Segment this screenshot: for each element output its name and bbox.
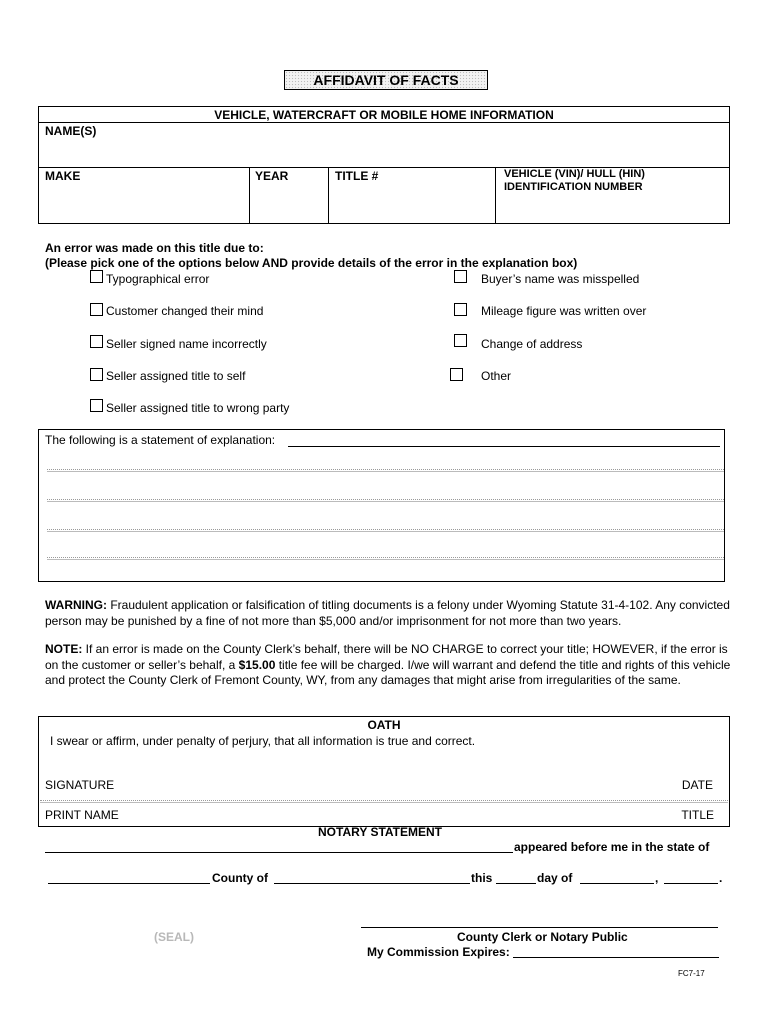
month-line[interactable] [580,883,654,884]
county-of-label: County of [212,871,268,885]
print-name-label: PRINT NAME [45,808,119,822]
option-label: Typographical error [106,272,210,286]
divider [328,167,329,224]
divider [39,122,729,123]
explanation-label: The following is a statement of explanation: [45,433,276,447]
note-text: If an error is made on the County Clerk’s behalf, there will be NO CHARGE to correct your title; HOWEVER, if the error is on the customer or seller’s behalf, a [45,642,728,672]
error-instructions: (Please pick one of the options below AND provide details of the error in the explanation box) [45,256,578,270]
buyer-name-misspelled-checkbox[interactable] [454,270,467,283]
warning-text: Fraudulent application or falsification of titling documents is a felony under Wyoming Statute 31-4-102. Any convicted person may be punished by a fine of not more than $5,000 and/or imprisonment for not more than two years. [45,598,730,628]
clerk-label: County Clerk or Notary Public [457,930,628,944]
make-label: MAKE [45,169,81,183]
vin-label-line2: IDENTIFICATION NUMBER [504,181,643,193]
divider [495,167,496,224]
commission-label: My Commission Expires: [367,945,510,959]
vehicle-info-table [38,106,730,224]
seal-placeholder: (SEAL) [154,930,194,944]
option-label: Seller signed name incorrectly [106,337,267,351]
customer-changed-mind-checkbox[interactable] [90,303,103,316]
oath-text: I swear or affirm, under penalty of perjury, that all information is true and correct. [50,734,476,748]
appeared-text: appeared before me in the state of [514,840,710,854]
title-label: TITLE [681,808,714,822]
appeared-name-line[interactable] [45,852,513,853]
warning-label: WARNING: [45,598,107,612]
seller-assigned-wrong-party-checkbox[interactable] [90,399,103,412]
note-paragraph [45,642,735,689]
explanation-line[interactable] [47,557,724,560]
warning-paragraph [45,598,735,629]
comma: , [655,871,659,885]
note-label: NOTE: [45,642,83,656]
note-text-continued: title fee will be charged. I/we will warrant and defend the title and rights of this vehicle and protect the County Clerk of Fremont County, WY, from any damages that might arise from irregularities of the same. [45,657,731,687]
typographical-error-checkbox[interactable] [90,270,103,283]
mileage-written-over-checkbox[interactable] [454,303,467,316]
change-of-address-checkbox[interactable] [454,334,467,347]
date-label: DATE [681,778,713,792]
year-line[interactable] [664,883,718,884]
day-line[interactable] [496,883,536,884]
fee-amount: $15.00 [238,657,276,672]
explanation-line[interactable] [47,529,724,532]
option-label: Buyer’s name was misspelled [481,272,640,286]
vehicle-section-heading: VEHICLE, WATERCRAFT OR MOBILE HOME INFORMATION [214,108,554,122]
signature-label: SIGNATURE [45,778,115,792]
seller-signed-incorrectly-checkbox[interactable] [90,335,103,348]
explanation-line[interactable] [288,446,720,447]
seller-assigned-to-self-checkbox[interactable] [90,368,103,381]
state-line[interactable] [48,883,210,884]
clerk-signature-line[interactable] [361,927,718,928]
oath-heading: OATH [367,718,401,732]
vin-label-line1: VEHICLE (VIN)/ HULL (HIN) [504,168,645,180]
year-label: YEAR [255,169,289,183]
option-label: Customer changed their mind [106,304,264,318]
period: . [719,871,723,885]
county-line[interactable] [274,883,470,884]
commission-line[interactable] [513,957,719,958]
names-label: NAME(S) [45,124,97,138]
title-number-label: TITLE # [335,169,379,183]
notary-heading: NOTARY STATEMENT [318,825,442,839]
explanation-line[interactable] [47,469,724,472]
this-label: this [471,871,493,885]
option-label: Seller assigned title to wrong party [106,401,290,415]
explanation-line[interactable] [47,499,724,502]
other-checkbox[interactable] [450,368,463,381]
option-label: Mileage figure was written over [481,304,647,318]
oath-box [38,716,730,827]
option-label: Seller assigned title to self [106,369,246,383]
form-title: AFFIDAVIT OF FACTS [284,70,488,90]
day-of-label: day of [537,871,573,885]
option-label: Other [481,369,512,383]
divider [249,167,250,224]
form-code: FC7-17 [678,969,705,978]
option-label: Change of address [481,337,583,351]
error-intro: An error was made on this title due to: [45,241,264,255]
signature-line[interactable] [40,800,728,803]
